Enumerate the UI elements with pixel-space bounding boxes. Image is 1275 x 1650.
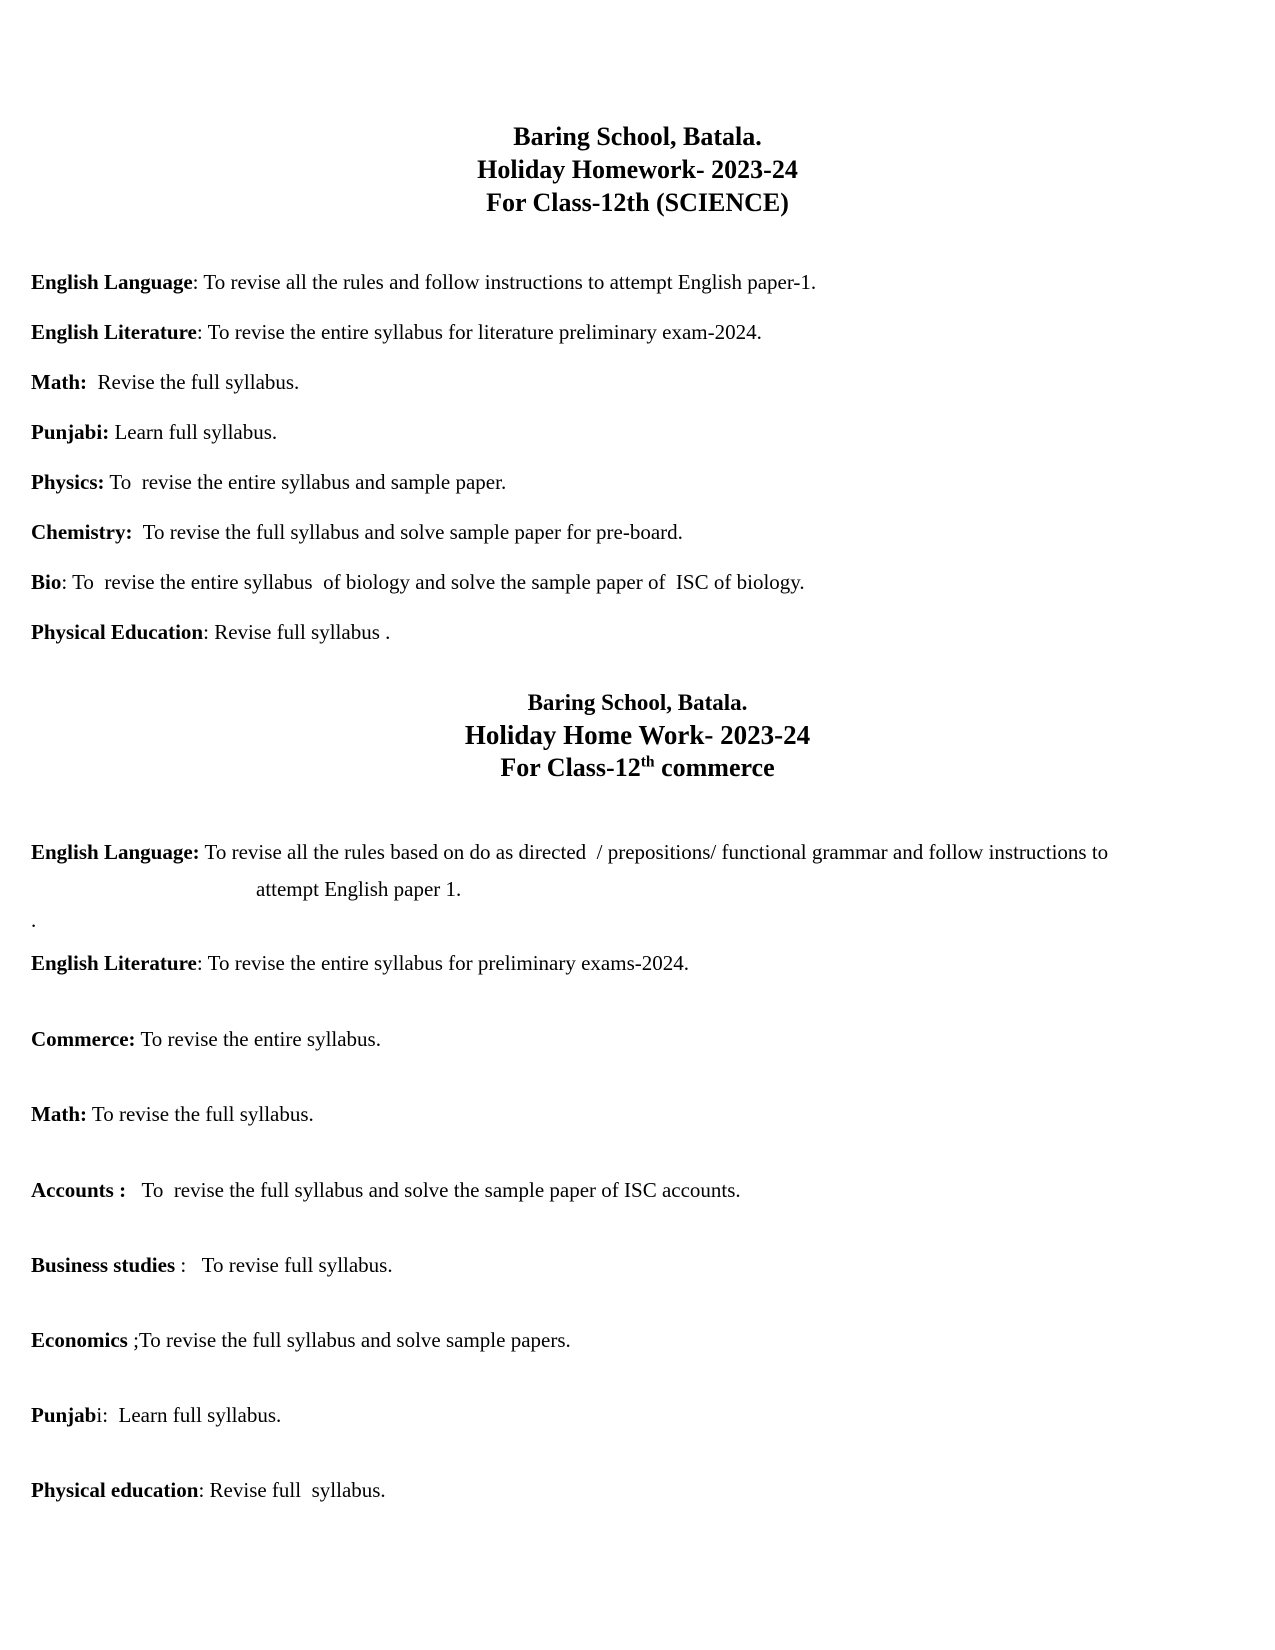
commerce-class-title bbox=[0, 753, 1275, 783]
science-school-name: Baring School, Batala. bbox=[513, 122, 762, 151]
science-item bbox=[31, 622, 390, 643]
science-item bbox=[31, 322, 762, 343]
instruction-text: Revise full syllabus . bbox=[214, 620, 391, 644]
science-item bbox=[31, 572, 805, 593]
instruction-text: To revise the full syllabus and solve the sample paper of ISC accounts. bbox=[141, 1178, 741, 1202]
subject-label: Punjabi: bbox=[31, 420, 110, 444]
subject-label: Commerce: bbox=[31, 1027, 136, 1051]
commerce-homework-title: Holiday Home Work- 2023-24 bbox=[464, 720, 811, 750]
class-superscript: th bbox=[640, 753, 655, 771]
instruction-text: To revise all the rules based on do as directed / prepositions/ functional grammar and follow instructions to bbox=[199, 840, 1109, 864]
subject-label: Physical education bbox=[31, 1478, 199, 1502]
commerce-item bbox=[31, 1480, 386, 1501]
separator bbox=[132, 520, 142, 544]
commerce-item bbox=[31, 1330, 571, 1351]
separator bbox=[87, 370, 98, 394]
instruction-text: To revise full syllabus. bbox=[201, 1253, 393, 1277]
commerce-school-name: Baring School, Batala. bbox=[527, 690, 748, 715]
subject-label: Physics: bbox=[31, 470, 105, 494]
separator bbox=[126, 1178, 141, 1202]
subject-label: Punjab bbox=[31, 1403, 97, 1427]
science-item bbox=[31, 472, 506, 493]
instruction-text: Learn full syllabus. bbox=[114, 420, 278, 444]
instruction-text: To revise the entire syllabus and sample paper. bbox=[109, 470, 507, 494]
separator: : bbox=[175, 1253, 202, 1277]
separator: ; bbox=[127, 1328, 139, 1352]
instruction-text: To revise the full syllabus. bbox=[91, 1102, 314, 1126]
separator: : bbox=[192, 270, 204, 294]
instruction-text: To revise all the rules and follow instructions to attempt English paper-1. bbox=[203, 270, 817, 294]
science-class-title: For Class-12th (SCIENCE) bbox=[486, 188, 789, 217]
class-prefix: For Class-12 bbox=[500, 753, 641, 782]
subject-label: Business studies bbox=[31, 1253, 176, 1277]
separator: : bbox=[61, 570, 73, 594]
instruction-text: Revise the full syllabus. bbox=[97, 370, 300, 394]
commerce-item bbox=[31, 1255, 393, 1276]
commerce-item bbox=[31, 1029, 381, 1050]
instruction-text: To revise the full syllabus and solve sample paper for pre-board. bbox=[142, 520, 683, 544]
commerce-english-language-continuation: attempt English paper 1. bbox=[256, 877, 462, 901]
instruction-text: To revise the entire syllabus. bbox=[140, 1027, 381, 1051]
subject-label: English Literature bbox=[31, 951, 197, 975]
subject-label: Math: bbox=[31, 370, 87, 394]
commerce-item-english-language bbox=[31, 842, 1108, 863]
separator: : bbox=[198, 1478, 210, 1502]
instruction-text: To revise the entire syllabus for literature preliminary exam-2024. bbox=[207, 320, 762, 344]
subject-label: Math: bbox=[31, 1102, 87, 1126]
commerce-item bbox=[31, 1180, 741, 1201]
instruction-text: To revise the entire syllabus for preliminary exams-2024. bbox=[207, 951, 689, 975]
instruction-text: To revise the full syllabus and solve sample papers. bbox=[138, 1328, 571, 1352]
subject-label: Bio bbox=[31, 570, 62, 594]
subject-label: English Language: bbox=[31, 840, 200, 864]
commerce-item bbox=[31, 1405, 281, 1426]
science-item bbox=[31, 272, 816, 293]
subject-label: English Literature bbox=[31, 320, 197, 344]
science-homework-title: Holiday Homework- 2023-24 bbox=[477, 155, 798, 184]
subject-label: Accounts : bbox=[31, 1178, 127, 1202]
separator: i: bbox=[96, 1403, 119, 1427]
instruction-text: Learn full syllabus. bbox=[118, 1403, 282, 1427]
commerce-item bbox=[31, 953, 689, 974]
science-item bbox=[31, 372, 299, 393]
class-suffix: commerce bbox=[654, 753, 775, 782]
separator: : bbox=[196, 320, 208, 344]
commerce-item bbox=[31, 1104, 314, 1125]
stray-dot: . bbox=[31, 908, 37, 932]
instruction-text: To revise the entire syllabus of biology and solve the sample paper of ISC of biology. bbox=[72, 570, 805, 594]
instruction-text: Revise full syllabus. bbox=[209, 1478, 386, 1502]
subject-label: Chemistry: bbox=[31, 520, 133, 544]
subject-label: Physical Education bbox=[31, 620, 204, 644]
subject-label: Economics bbox=[31, 1328, 128, 1352]
science-item bbox=[31, 522, 683, 543]
science-item bbox=[31, 422, 277, 443]
separator: : bbox=[196, 951, 208, 975]
separator: : bbox=[203, 620, 215, 644]
subject-label: English Language bbox=[31, 270, 193, 294]
